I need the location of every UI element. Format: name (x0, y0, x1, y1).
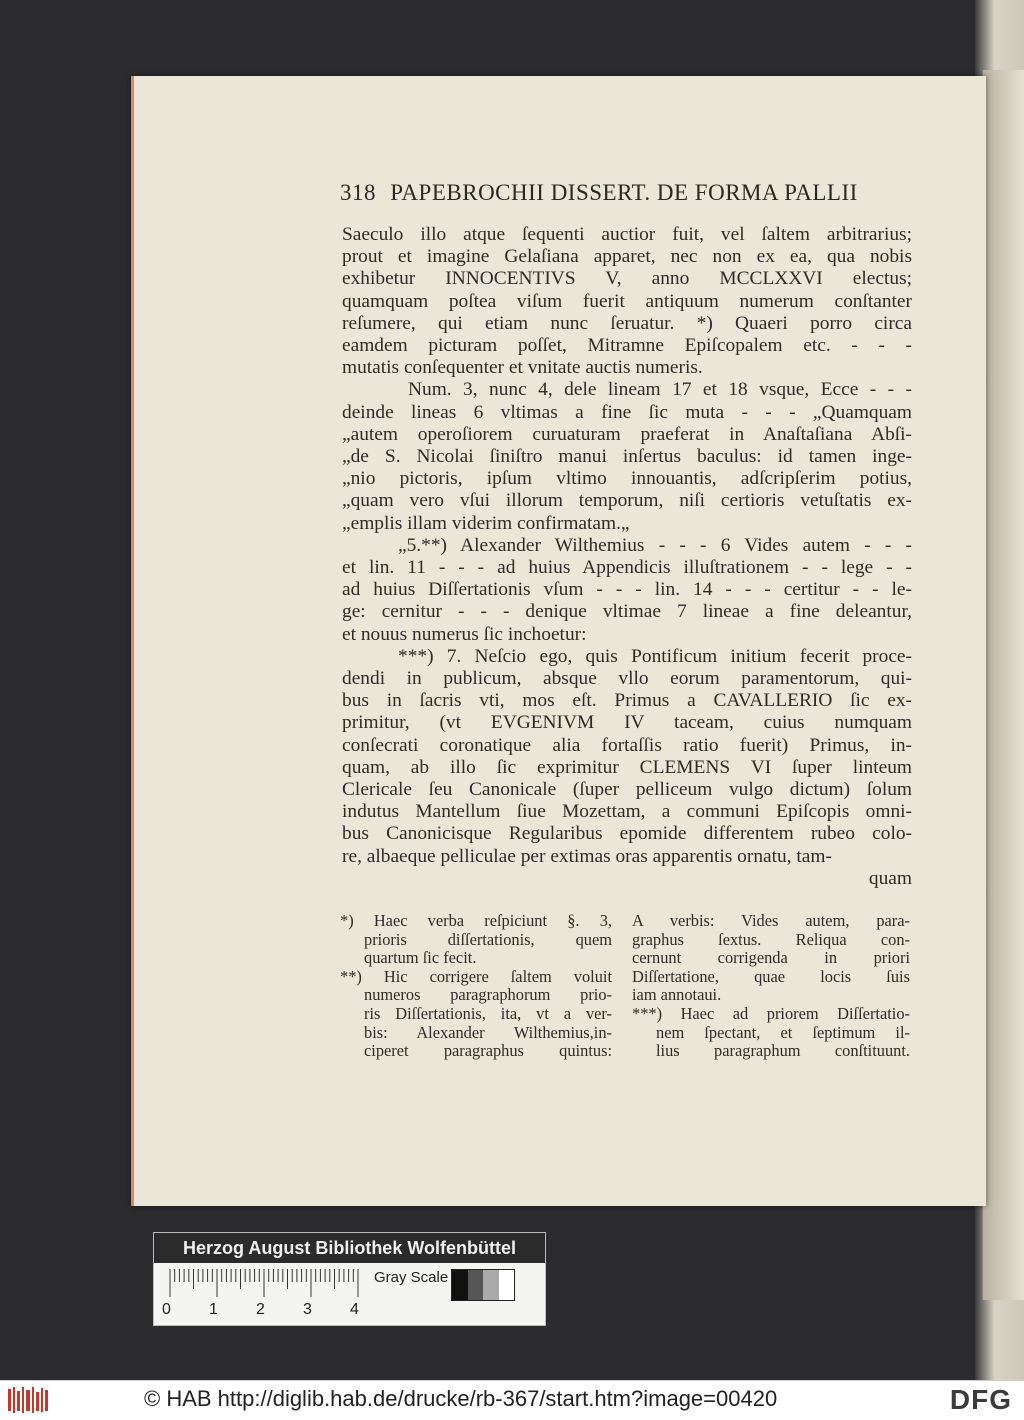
footnote-line: iam annotaui. (632, 986, 722, 1005)
body-line: deinde lineas 6 vltimas a fine ſic muta - - - „Quamquam (342, 401, 912, 423)
body-line: eamdem picturam poſſet, Mitramne Epiſcopalem etc. - - - (342, 335, 912, 357)
body-line: quam (868, 867, 912, 889)
footnote-line: quartum ſic fecit. (364, 949, 477, 968)
body-text (342, 224, 912, 890)
body-line: „emplis illam viderim confirmatam.„ (342, 512, 630, 534)
ruler-number: 2 (256, 1301, 265, 1318)
body-line: dendi in publicum, absque vllo eorum paramentorum, qui- (342, 668, 912, 690)
ruler-number: 1 (209, 1301, 218, 1318)
body-line: reſumere, qui etiam nunc ſeruatur. *) Quaeri porro circa (342, 312, 912, 334)
body-line: indutus Mantellum ſiue Mozettam, a communi Epiſcopis omni- (342, 801, 912, 823)
footnote-line: **) Hic corrigere ſaltem voluit (340, 967, 612, 986)
body-line: re, albaeque pelliculae per extimas oras apparentis ornatu, tam- (342, 845, 832, 867)
body-line: „de S. Nicolai ſiniſtro manui inſertus baculus: id tamen inge- (342, 446, 912, 468)
footnote-line: A verbis: Vides autem, para- (632, 912, 910, 930)
running-head (340, 180, 910, 206)
ruler-number: 4 (350, 1301, 359, 1318)
ruler-number: 3 (303, 1301, 312, 1318)
body-line: prout et imagine Gelaſiana apparet, nec non ex ea, qua nobis (342, 246, 912, 268)
footnote-line: ***) Haec ad priorem Diſſertatio- (632, 1004, 910, 1023)
footnote-line: ciperet paragraphus quintus: (364, 1042, 612, 1061)
body-line: ***) 7. Neſcio ego, quis Pontificum initium fecerit proce- (398, 645, 912, 667)
footnote-line: nem ſpectant, et ſeptimum il- (656, 1023, 910, 1042)
footnote-line: Diſſertatione, quae locis ſuis (632, 967, 910, 986)
body-line: Num. 3, nunc 4, dele lineam 17 et 18 vsque, Ecce - - - (408, 379, 912, 401)
ruler-title: Herzog August Bibliothek Wolfenbüttel (154, 1233, 545, 1263)
body-line: ge: cernitur - - - denique vltimae 7 lineae a fine deleantur, (342, 601, 912, 623)
color-ruler-card (153, 1232, 546, 1326)
body-line: „5.**) Alexander Wilthemius - - - 6 Vides autem - - - (398, 534, 912, 556)
running-title: PAPEBROCHII DISSERT. DE FORMA PALLII (390, 180, 858, 205)
footnote-line: *) Haec verba reſpiciunt §. 3, (340, 912, 612, 930)
footer-bar (0, 1380, 1024, 1420)
barcode-icon (8, 1387, 48, 1413)
book-edge (982, 70, 1024, 1300)
body-line: Clericale ſeu Canonicale (ſuper pelliceum vulgo dictum) ſolum (342, 779, 912, 801)
body-line: ad huius Diſſertationis vſum - - - lin. 14 - - - certitur - - le- (342, 579, 912, 601)
footnotes-right-column (632, 912, 910, 1061)
footnote-line: cernunt corrigenda in priori (632, 949, 910, 968)
body-line: mutatis conſequenter et vnitate auctis numeris. (342, 357, 703, 379)
body-line: Saeculo illo atque ſequenti auctior fuit, vel ſaltem arbitrarius; (342, 224, 912, 245)
body-line: primitur, (vt EVGENIVM IV taceam, cuius numquam (342, 712, 912, 734)
footnotes-left-column (340, 912, 612, 1061)
ruler-number: 0 (162, 1301, 171, 1318)
body-line: „nio pictoris, ipſum vltimo innouantis, adſcripſerim potius, (342, 468, 912, 490)
dfg-logo: DFG (949, 1384, 1012, 1415)
footnote-line: ris Diſſertationis, ita, vt a ver- (364, 1004, 612, 1023)
footnote-line: numeros paragraphorum prio- (364, 986, 612, 1005)
body-line: „autem operoſiorem curuaturam praeferat in Anaſtaſiana Abſi- (342, 423, 912, 445)
ruler-ticks (168, 1269, 368, 1299)
body-line: quam, ab illo ſic exprimitur CLEMENS VI ſuper linteum (342, 756, 912, 778)
footnote-line: graphus ſextus. Reliqua con- (632, 930, 910, 949)
footnote-line: lius paragraphum conſtituunt. (656, 1042, 910, 1061)
body-line: exhibetur INNOCENTIVS V, anno MCCLXXVI electus; (342, 268, 912, 290)
body-line: bus in ſacris vti, mos eſt. Primus a CAVALLERIO ſic ex- (342, 690, 912, 712)
body-line: conſecrati coronatique alia fortaſſis ratio fuerit) Primus, in- (342, 734, 912, 756)
page-number: 318 (340, 180, 376, 205)
footnote-line: prioris diſſertationis, quem (364, 930, 612, 949)
footnote-line: bis: Alexander Wilthemius,in- (364, 1023, 612, 1042)
body-line: et nouus numerus ſic inchoetur: (342, 623, 587, 645)
copyright-link[interactable]: © HAB http://diglib.hab.de/drucke/rb-367/start.htm?image=00420 (144, 1386, 778, 1411)
body-line: „quam vero vſui illorum temporum, niſi certioris vetuſtatis ex- (342, 490, 912, 512)
gray-scale-swatch (451, 1269, 515, 1301)
body-line: quamquam poſtea viſum fuerit antiquum numerum conſtanter (342, 290, 912, 312)
gray-scale-label: Gray Scale (374, 1269, 449, 1286)
body-line: et lin. 11 - - - ad huius Appendicis illuſtrationem - - lege - - (342, 557, 912, 579)
body-line: bus Canonicisque Regularibus epomide differentem rubeo colo- (342, 823, 912, 845)
